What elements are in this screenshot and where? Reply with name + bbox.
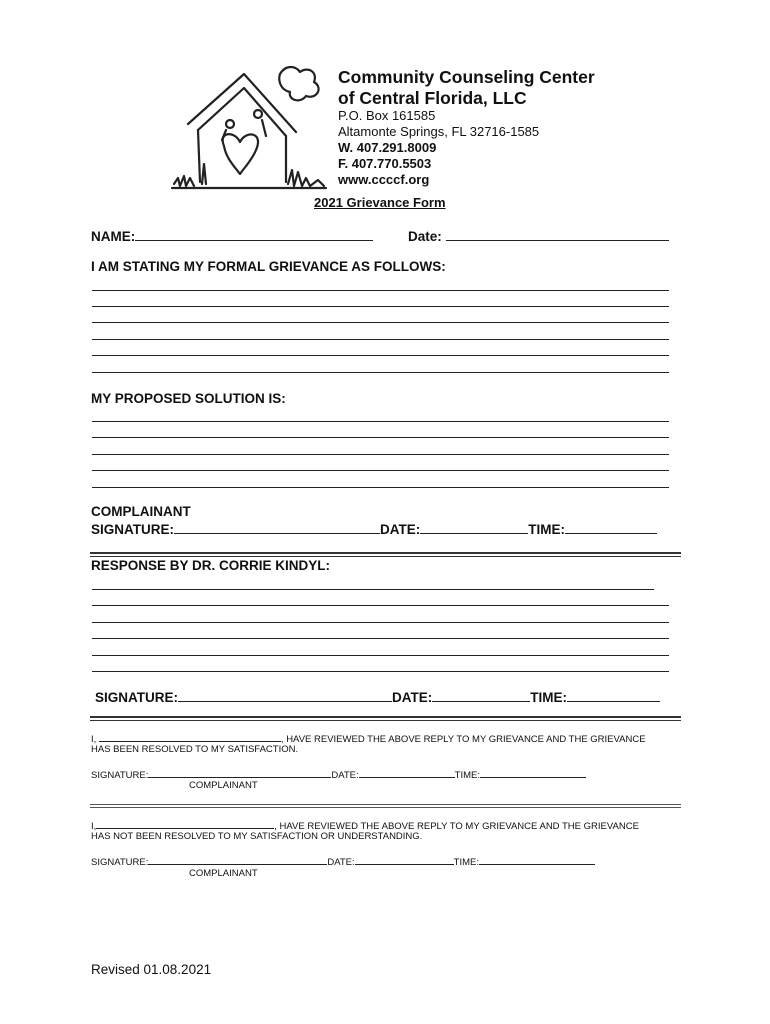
name-label: NAME: (91, 229, 136, 244)
name-field[interactable] (91, 228, 373, 244)
date-underline[interactable] (420, 521, 528, 534)
signature-label: SIGNATURE: (91, 522, 174, 537)
grievance-line[interactable] (92, 355, 669, 356)
section-divider (90, 804, 681, 808)
time-underline[interactable] (479, 855, 595, 865)
complainant-caption: COMPLAINANT (189, 780, 258, 791)
complainant-caption: COMPLAINANT (189, 868, 258, 879)
name-underline[interactable] (135, 228, 373, 241)
section-divider (90, 552, 681, 557)
grievance-line[interactable] (92, 372, 669, 373)
date-label: Date: (408, 229, 442, 244)
response-signature-row (95, 689, 660, 705)
solution-line[interactable] (92, 454, 669, 455)
time-label: TIME: (528, 522, 565, 537)
date-caps-label: DATE: (392, 690, 433, 705)
org-name-line2: of Central Florida, LLC (338, 88, 527, 108)
not-resolved-statement-line1: I, , HAVE REVIEWED THE ABOVE REPLY TO MY GRIEVANCE AND THE GRIEVANCE (91, 821, 639, 832)
response-heading: RESPONSE BY DR. CORRIE KINDYL: (91, 558, 331, 573)
website: www.ccccf.org (338, 172, 430, 187)
grievance-heading: I AM STATING MY FORMAL GRIEVANCE AS FOLLOWS: (91, 259, 446, 274)
not-resolved-signature-row: SIGNATURE: DATE: TIME: (91, 855, 595, 868)
grievance-line[interactable] (92, 322, 669, 323)
solution-line[interactable] (92, 470, 669, 471)
time-underline[interactable] (480, 768, 586, 778)
signature-underline[interactable] (178, 689, 392, 702)
section-divider (90, 716, 681, 721)
org-name-line1: Community Counseling Center (338, 67, 595, 87)
response-line[interactable] (92, 638, 669, 639)
resolved-signature-row: SIGNATURE: DATE: TIME: (91, 768, 586, 781)
response-line[interactable] (92, 655, 669, 656)
phone: W. 407.291.8009 (338, 140, 437, 155)
grievance-line[interactable] (92, 339, 669, 340)
form-title: 2021 Grievance Form (314, 195, 446, 210)
signature-underline[interactable] (148, 768, 331, 778)
po-box: P.O. Box 161585 (338, 108, 436, 123)
response-line[interactable] (92, 671, 669, 672)
solution-line[interactable] (92, 421, 669, 422)
grievance-line[interactable] (92, 306, 669, 307)
signature-underline[interactable] (174, 521, 380, 534)
date-caps-label: DATE: (380, 522, 421, 537)
date-field[interactable] (408, 228, 669, 244)
logo-house-hearts (168, 60, 328, 192)
city-address: Altamonte Springs, FL 32716-1585 (338, 124, 540, 139)
not-resolved-statement-line2: HAS NOT BEEN RESOLVED TO MY SATISFACTION OR UNDERSTANDING. (91, 831, 423, 842)
solution-heading: MY PROPOSED SOLUTION IS: (91, 391, 286, 406)
complainant-label: COMPLAINANT (91, 504, 191, 519)
time-underline[interactable] (567, 689, 660, 702)
time-label: TIME: (530, 690, 567, 705)
fax: F. 407.770.5503 (338, 156, 432, 171)
response-line[interactable] (92, 605, 669, 606)
revised-date: Revised 01.08.2021 (91, 962, 212, 977)
resolved-statement-line1: I, , HAVE REVIEWED THE ABOVE REPLY TO MY GRIEVANCE AND THE GRIEVANCE (91, 734, 646, 745)
date-underline[interactable] (446, 228, 669, 241)
date-underline[interactable] (359, 768, 455, 778)
solution-line[interactable] (92, 487, 669, 488)
resolved-name-underline[interactable] (99, 732, 281, 742)
response-line[interactable] (92, 622, 669, 623)
grievance-line[interactable] (92, 290, 669, 291)
not-resolved-name-underline[interactable] (96, 819, 274, 829)
solution-line[interactable] (92, 437, 669, 438)
response-line[interactable] (92, 589, 654, 590)
date-underline[interactable] (432, 689, 530, 702)
resolved-statement-line2: HAS BEEN RESOLVED TO MY SATISFACTION. (91, 744, 299, 755)
complainant-signature-row (91, 521, 657, 537)
time-underline[interactable] (565, 521, 657, 534)
signature-underline[interactable] (148, 855, 327, 865)
date-underline[interactable] (355, 855, 454, 865)
signature-label: SIGNATURE: (95, 690, 178, 705)
